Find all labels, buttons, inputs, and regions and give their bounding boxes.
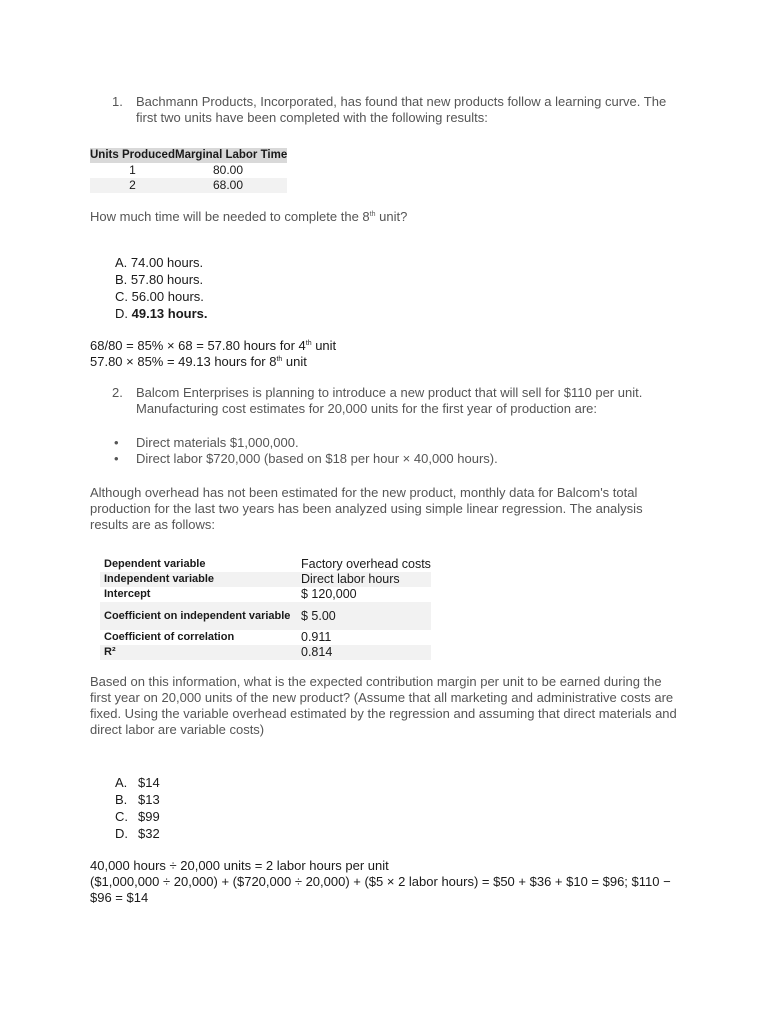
table-cell-label: Intercept xyxy=(104,588,151,600)
bullet: • xyxy=(114,451,119,466)
question-2-intro: Although overhead has not been estimated for the new product, monthly data for Balcom's total production for the last two years has been analyzed using simple linear regression. The analysis results are as follows: xyxy=(90,485,643,532)
question-2-prompt: Based on this information, what is the expected contribution margin per unit to be earned during the first year on 20,000 units of the new product? (Assume that all marketing and administrative costs are fixed. Using the variable overhead estimated by the regression and assuming that direct materials and direct labor are variable costs) xyxy=(90,674,677,737)
question-2-option-b: B. $13 xyxy=(115,792,160,807)
table-cell-label: Coefficient of correlation xyxy=(104,631,235,643)
table-row xyxy=(100,630,431,645)
question-1-solution-line-1: 68/80 = 85% × 68 = 57.80 hours for 4th unit xyxy=(90,338,337,353)
question-1-text: Bachmann Products, Incorporated, has found that new products follow a learning curve. The first two units have been completed with the following results: xyxy=(136,94,667,125)
correct-answer: 49.13 hours. xyxy=(131,306,208,321)
table-cell-value: 0.814 xyxy=(297,645,431,660)
question-1-option-c: C. 56.00 hours. xyxy=(115,289,204,304)
question-2-text: Balcom Enterprises is planning to introduce a new product that will sell for $110 per unit. Manufacturing cost estimates for 20,000 units for the first year of production are: xyxy=(136,385,643,416)
learning-curve-table xyxy=(90,148,287,193)
question-2-option-c: C. $99 xyxy=(115,809,160,824)
question-1-option-d: D. 49.13 hours. xyxy=(115,306,208,321)
question-2-number: 2. xyxy=(112,385,123,400)
bullet: • xyxy=(114,435,119,450)
column-header-marginal-labor-time: Marginal Labor Time xyxy=(174,149,288,161)
question-1-number: 1. xyxy=(112,94,123,109)
table-row xyxy=(100,556,431,572)
table-cell-value: 0.911 xyxy=(301,630,332,644)
question-2-solution-line-2: ($1,000,000 ÷ 20,000) + ($720,000 ÷ 20,000) + ($5 × 2 labor hours) = $50 + $36 + $10 = $96; $110 − $96 = $14 xyxy=(90,874,671,905)
table-cell-value: Factory overhead costs xyxy=(301,556,431,571)
table-row xyxy=(100,572,431,587)
question-2-option-d: D. $32 xyxy=(115,826,160,841)
table-row xyxy=(90,178,287,193)
table-row xyxy=(100,645,431,660)
table-header-row xyxy=(90,148,287,163)
table-row xyxy=(100,602,431,630)
regression-results-table xyxy=(100,556,431,660)
bullet-direct-labor: Direct labor $720,000 (based on $18 per hour × 40,000 hours). xyxy=(136,451,498,466)
table-cell-label: Coefficient on independent variable xyxy=(100,602,297,630)
table-cell-value: $ 5.00 xyxy=(297,602,431,630)
table-cell-value: Direct labor hours xyxy=(297,572,431,587)
table-row xyxy=(90,163,287,178)
question-1-option-a: A. 74.00 hours. xyxy=(115,255,204,270)
table-cell-label: R² xyxy=(100,645,297,660)
column-header-units-produced: Units Produced xyxy=(90,149,175,161)
bullet-direct-materials: Direct materials $1,000,000. xyxy=(136,435,299,450)
table-cell: 2 xyxy=(90,178,175,193)
question-2-solution-line-1: 40,000 hours ÷ 20,000 units = 2 labor hours per unit xyxy=(90,858,389,873)
question-1-option-b: B. 57.80 hours. xyxy=(115,272,204,287)
question-2-option-a: A. $14 xyxy=(115,775,160,790)
table-cell-label: Dependent variable xyxy=(104,557,206,570)
table-cell: 68.00 xyxy=(175,178,287,193)
table-cell: 80.00 xyxy=(212,163,244,177)
table-cell-label: Independent variable xyxy=(100,572,297,587)
table-cell-value: $ 120,000 xyxy=(301,587,357,601)
table-row xyxy=(100,587,431,602)
question-1-solution-line-2: 57.80 × 85% = 49.13 hours for 8th unit xyxy=(90,354,307,369)
table-cell: 1 xyxy=(129,163,136,177)
question-1-prompt: How much time will be needed to complete the 8th unit? xyxy=(90,209,408,224)
